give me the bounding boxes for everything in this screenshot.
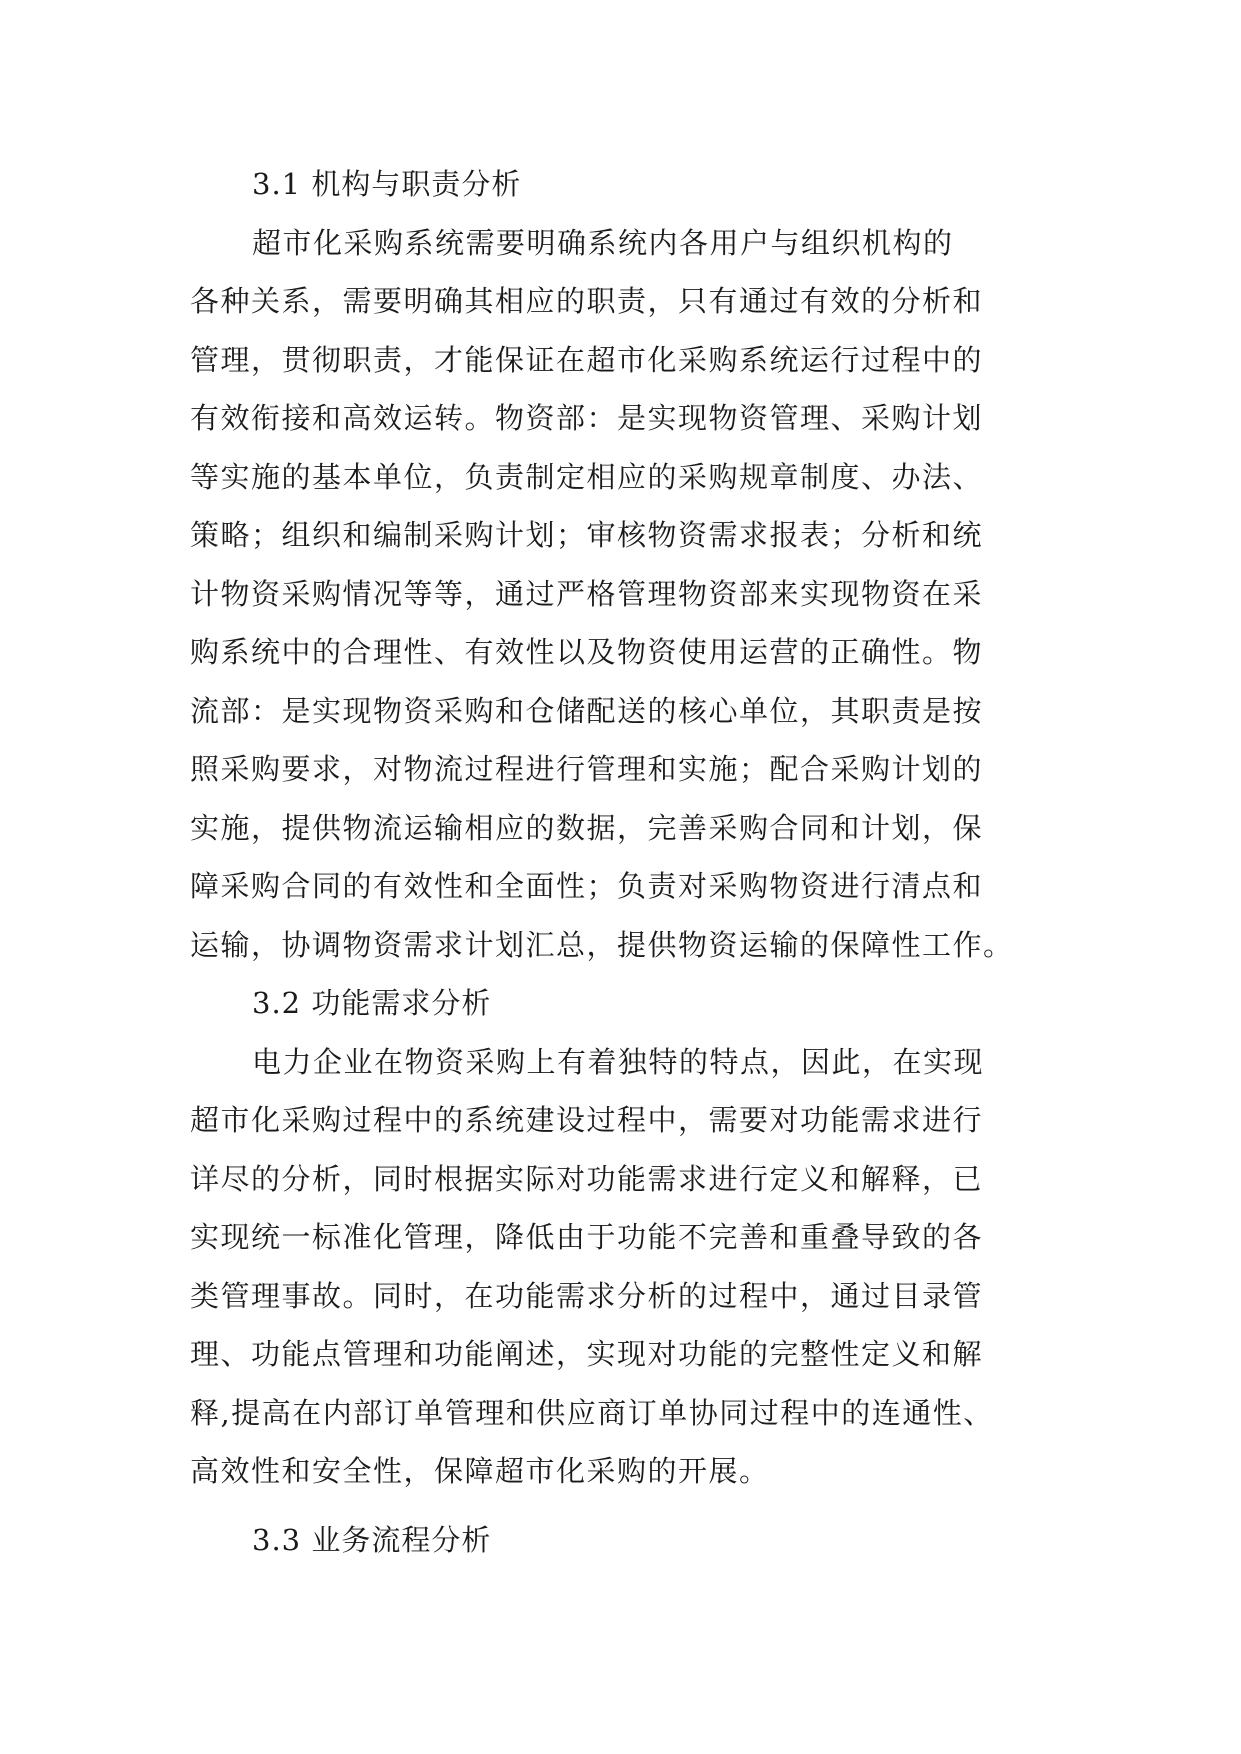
section-spacer [190,1501,1060,1511]
paragraph-line: 购系统中的合理性、有效性以及物资使用运营的正确性。物 [190,635,984,669]
paragraph-line: 照采购要求，对物流过程进行管理和实施；配合采购计划的 [190,752,984,786]
section-heading-3-1: 3.1 机构与职责分析 [252,167,522,201]
paragraph-line: 计物资采购情况等等，通过严格管理物资部来实现物资在采 [190,576,984,611]
paragraph-line: 障采购合同的有效性和全面性；负责对采购物资进行清点和 [190,869,984,903]
paragraph-line: 有效衔接和高效运转。物资部：是实现物资管理、采购计划 [190,401,984,435]
paragraph-line: 超市化采购系统需要明确系统内各用户与组织机构的 [252,225,954,260]
paragraph-line: 等实施的基本单位，负责制定相应的采购规章制度、办法、 [190,459,984,494]
section-heading-3-2: 3.2 功能需求分析 [252,986,492,1020]
paragraph-line: 高效性和安全性，保障超市化采购的开展。 [190,1454,770,1488]
paragraph-line: 实施，提供物流运输相应的数据，完善采购合同和计划，保 [190,810,984,845]
document-body [190,155,1060,1569]
paragraph-line: 超市化采购过程中的系统建设过程中，需要对功能需求进行 [190,1103,984,1137]
paragraph-line: 类管理事故。同时，在功能需求分析的过程中，通过目录管 [190,1278,984,1313]
paragraph-line: 管理，贯彻职责，才能保证在超市化采购系统运行过程中的 [190,342,984,377]
paragraph-line: 各种关系，需要明确其相应的职责，只有通过有效的分析和 [190,284,984,318]
paragraph-line: 详尽的分析，同时根据实际对功能需求进行定义和解释，已 [190,1161,984,1196]
paragraph-line: 运输，协调物资需求计划汇总，提供物资运输的保障性工作。 [190,927,1014,962]
paragraph-line: 电力企业在物资采购上有着独特的特点，因此，在实现 [252,1044,985,1079]
paragraph-line: 策略；组织和编制采购计划；审核物资需求报表；分析和统 [190,518,984,552]
paragraph-line: 流部：是实现物资采购和仓储配送的核心单位，其职责是按 [190,693,984,728]
paragraph-line: 释,提高在内部订单管理和供应商订单协同过程中的连通性、 [190,1395,994,1430]
paragraph-line: 实现统一标准化管理，降低由于功能不完善和重叠导致的各 [190,1220,984,1254]
section-heading-3-3: 3.3 业务流程分析 [252,1522,492,1557]
paragraph-line: 理、功能点管理和功能阐述，实现对功能的完整性定义和解 [190,1337,984,1371]
